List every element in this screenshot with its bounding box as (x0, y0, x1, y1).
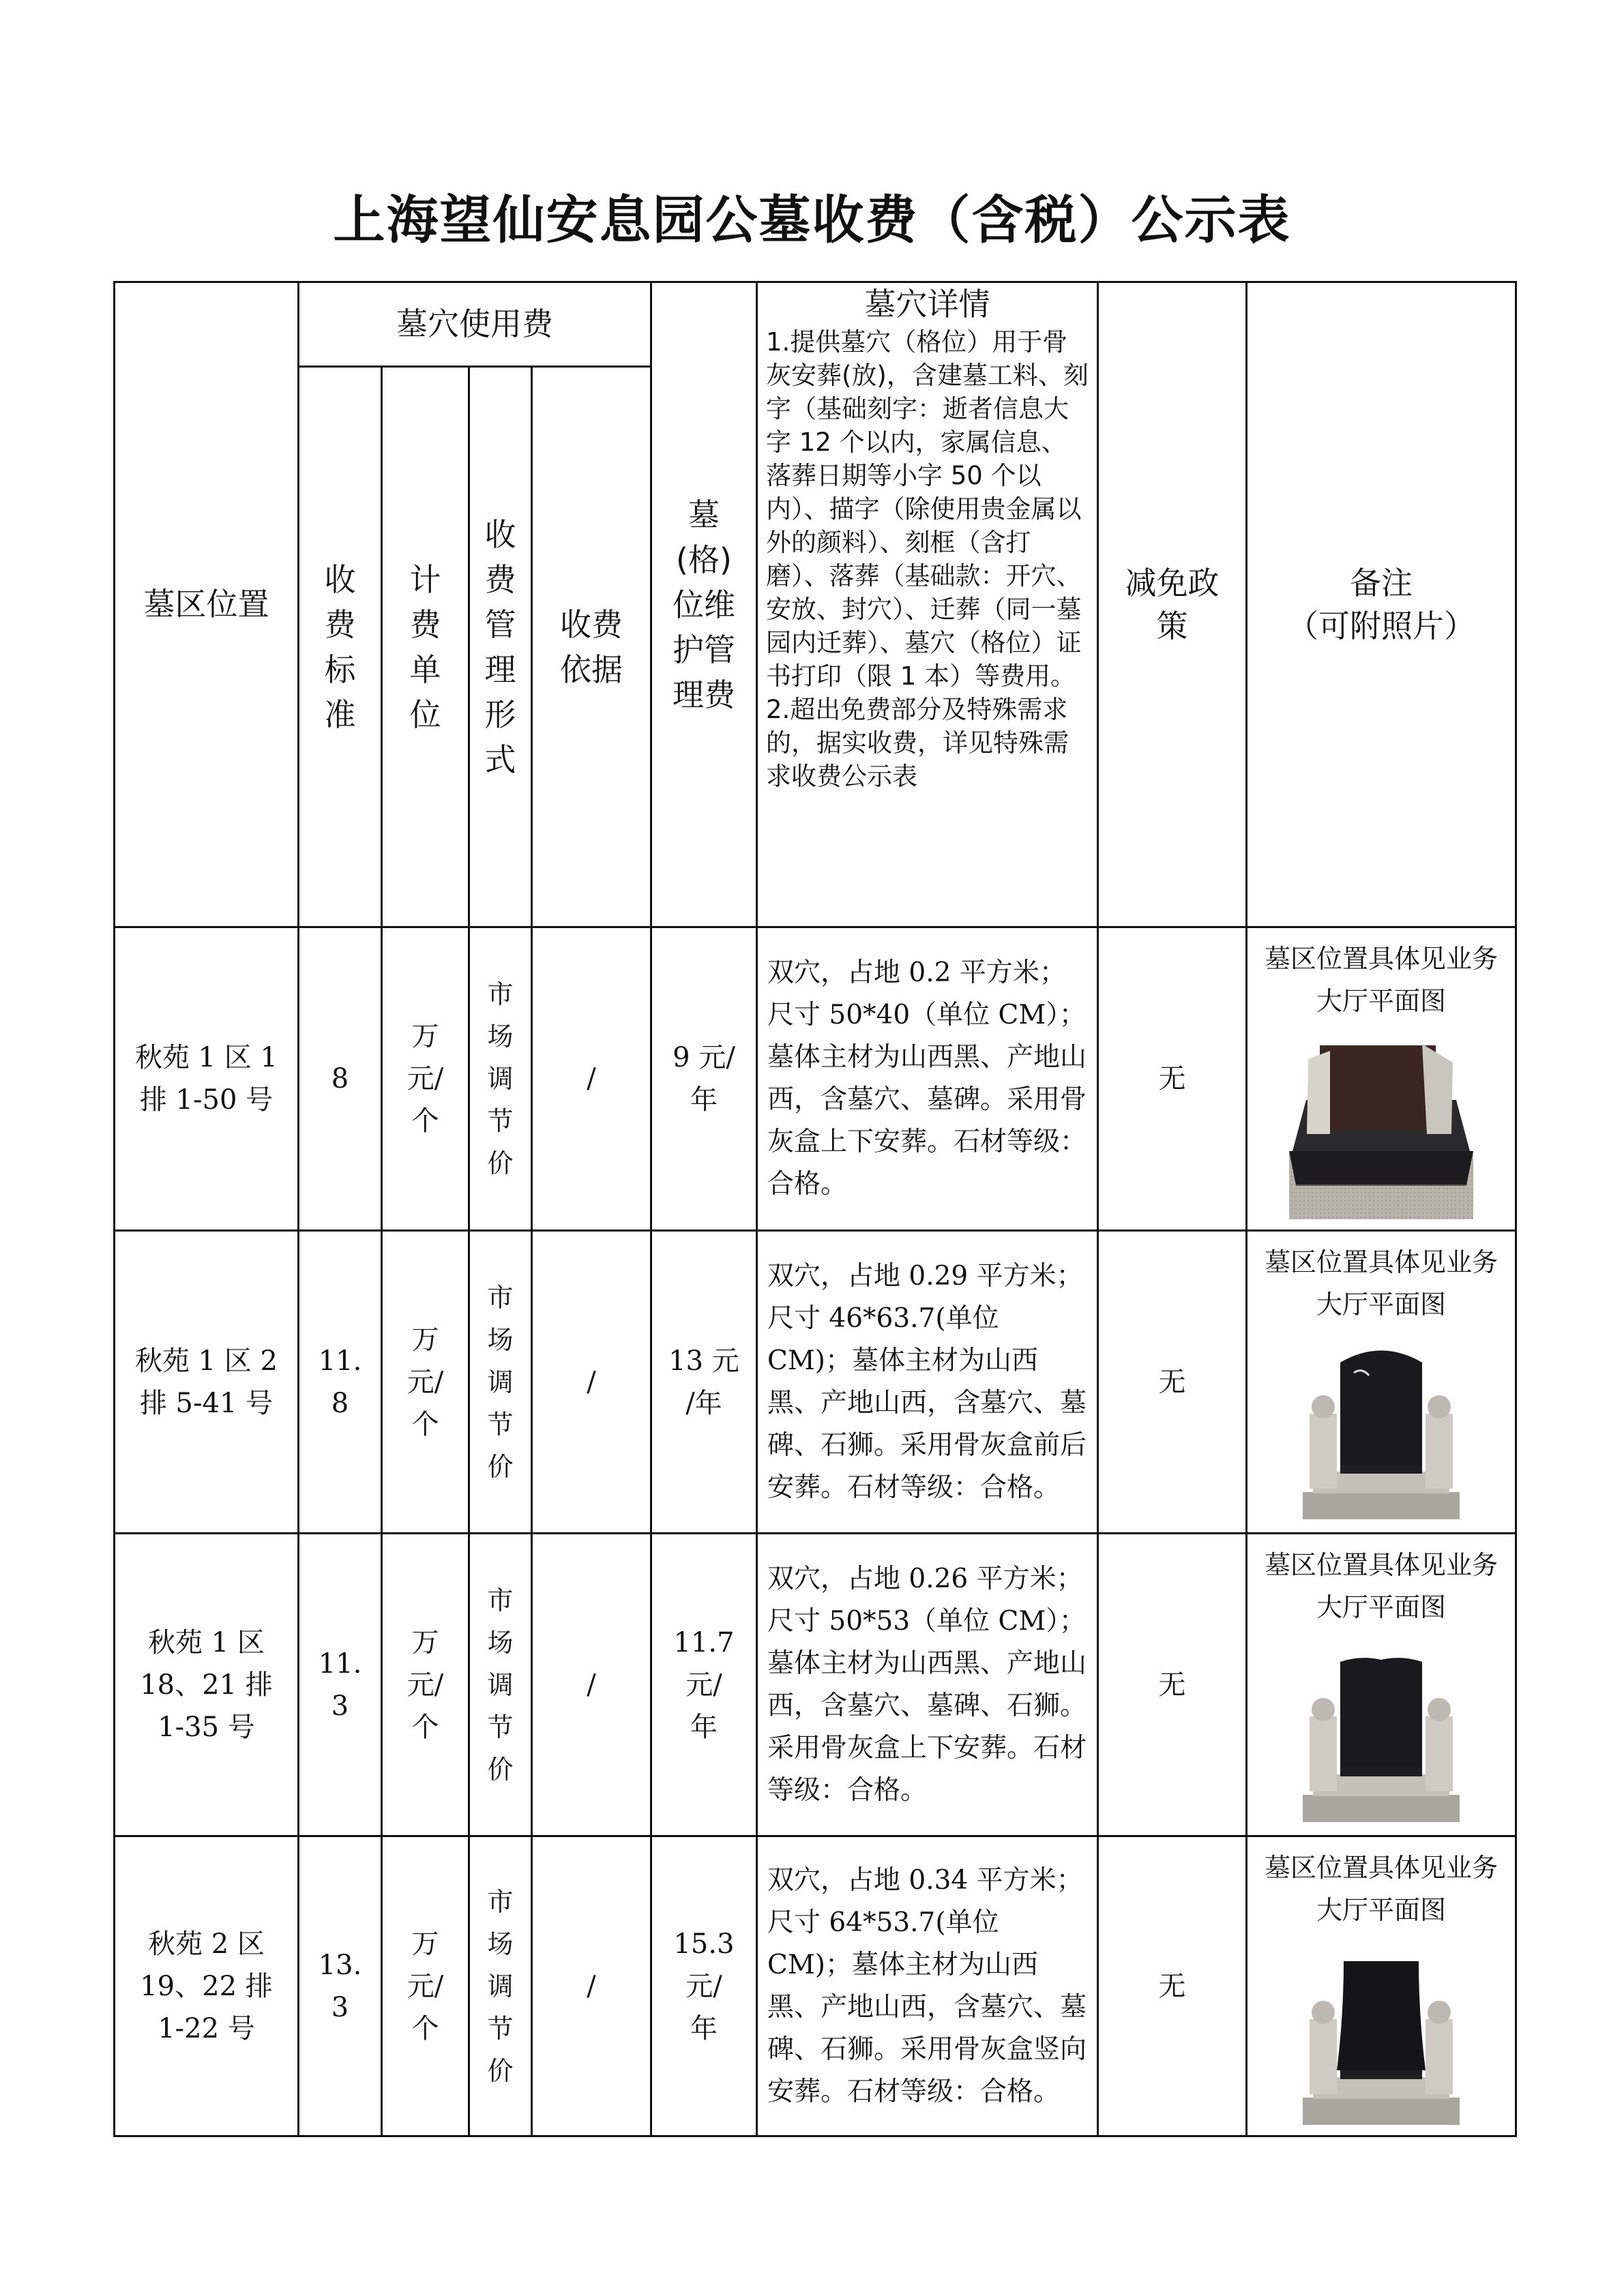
cell-basis: / (532, 1836, 651, 2136)
header-reduction: 减免政 策 (1098, 282, 1247, 927)
fee-table (113, 281, 1517, 2137)
tomb-flat-image (1282, 1032, 1480, 1229)
header-location: 墓区位置 (115, 282, 299, 927)
cell-mgmt: 市 场 调 节 价 (469, 1836, 532, 2136)
cell-desc: 双穴，占地 0.29 平方米；尺寸 46*63.7(单位 CM)；墓体主材为山西黑、产地山西，含墓穴、墓碑、石狮。采用骨灰盒前后安葬。石材等级：合格。 (757, 1231, 1098, 1534)
header-remarks: 备注 （可附照片） (1247, 282, 1516, 927)
header-maintenance: 墓 (格) 位维 护管 理费 (651, 282, 757, 927)
cell-fee: 13.3 (299, 1836, 382, 2136)
cell-desc: 双穴，占地 0.26 平方米；尺寸 50*53（单位 CM）；墓体主材为山西黑、产地山西，含墓穴、墓碑、石狮。采用骨灰盒上下安葬。石材等级：合格。 (757, 1534, 1098, 1836)
header-usage-fee-group: 墓穴使用费 (299, 282, 651, 367)
note-text: 墓区位置具体见业务大厅平面图 (1264, 1247, 1498, 1320)
tomb-upright-image (1286, 1638, 1477, 1829)
cell-unit: 万 元/ 个 (382, 927, 469, 1231)
header-unit: 计 费 单 位 (382, 367, 469, 927)
cell-desc: 双穴，占地 0.2 平方米；尺寸 50*40（单位 CM）；墓体主材为山西黑、产地山西，含墓穴、墓碑。采用骨灰盒上下安葬。石材等级：合格。 (757, 927, 1098, 1231)
cell-fee: 11.3 (299, 1534, 382, 1836)
cell-maintenance: 11.7 元/ 年 (651, 1534, 757, 1836)
cell-note (1247, 1534, 1516, 1836)
header-details-title: 墓穴详情 (864, 286, 990, 323)
cell-location: 秋苑 1 区 1 排 1-50 号 (115, 927, 299, 1231)
cell-location: 秋苑 2 区 19、22 排 1-22 号 (115, 1836, 299, 2136)
header-details (757, 282, 1098, 927)
cell-reduction: 无 (1098, 1836, 1247, 2136)
cell-mgmt: 市 场 调 节 价 (469, 1231, 532, 1534)
cell-reduction: 无 (1098, 927, 1247, 1231)
header-mgmt-form: 收 费 管 理 形 式 (469, 367, 532, 927)
table-row (115, 1534, 1516, 1836)
cell-unit: 万 元/ 个 (382, 1534, 469, 1836)
note-text: 墓区位置具体见业务大厅平面图 (1264, 1550, 1498, 1622)
header-details-desc: 1.提供墓穴（格位）用于骨灰安葬(放)，含建墓工料、刻字（基础刻字：逝者信息大字 12 个以内，家属信息、落葬日期等小字 50 个以内）、描字（除使用贵金属以外的颜料）、刻框（含打磨）、落葬（基础款：开穴、安放、封穴）、迁葬（同一墓园内迁葬）、墓穴（格位）证书打印（限 1 本）等费用。 2.超出免费部分及特殊需求的，据实收费，详见特殊需求收费公示表 (766, 327, 1089, 791)
cell-note (1247, 927, 1516, 1231)
cell-maintenance: 9 元/ 年 (651, 927, 757, 1231)
cell-basis: / (532, 927, 651, 1231)
cell-location: 秋苑 1 区 18、21 排 1-35 号 (115, 1534, 299, 1836)
header-row-1 (115, 282, 1516, 367)
cell-reduction: 无 (1098, 1231, 1247, 1534)
cell-fee: 8 (299, 927, 382, 1231)
cell-maintenance: 15.3 元/ 年 (651, 1836, 757, 2136)
cell-note (1247, 1231, 1516, 1534)
note-text: 墓区位置具体见业务大厅平面图 (1264, 1853, 1498, 1925)
note-text: 墓区位置具体见业务大厅平面图 (1264, 944, 1498, 1016)
cell-mgmt: 市 场 调 节 价 (469, 927, 532, 1231)
cell-desc: 双穴，占地 0.34 平方米；尺寸 64*53.7(单位 CM)；墓体主材为山西黑、产地山西，含墓穴、墓碑、石狮。采用骨灰盒竖向安葬。石材等级：合格。 (757, 1836, 1098, 2136)
table-row (115, 1836, 1516, 2136)
tomb-upright-image (1286, 1941, 1477, 2132)
table-row (115, 927, 1516, 1231)
cell-reduction: 无 (1098, 1534, 1247, 1836)
cell-unit: 万 元/ 个 (382, 1836, 469, 2136)
tomb-upright-image (1286, 1335, 1477, 1526)
header-fee-standard: 收 费 标 准 (299, 367, 382, 927)
cell-maintenance: 13 元 /年 (651, 1231, 757, 1534)
header-basis: 收费 依据 (532, 367, 651, 927)
cell-fee: 11.8 (299, 1231, 382, 1534)
table-row (115, 1231, 1516, 1534)
cell-unit: 万 元/ 个 (382, 1231, 469, 1534)
cell-location: 秋苑 1 区 2 排 5-41 号 (115, 1231, 299, 1534)
page-title: 上海望仙安息园公墓收费（含税）公示表 (333, 190, 1291, 250)
cell-basis: / (532, 1534, 651, 1836)
cell-basis: / (532, 1231, 651, 1534)
cell-note (1247, 1836, 1516, 2136)
cell-mgmt: 市 场 调 节 价 (469, 1534, 532, 1836)
